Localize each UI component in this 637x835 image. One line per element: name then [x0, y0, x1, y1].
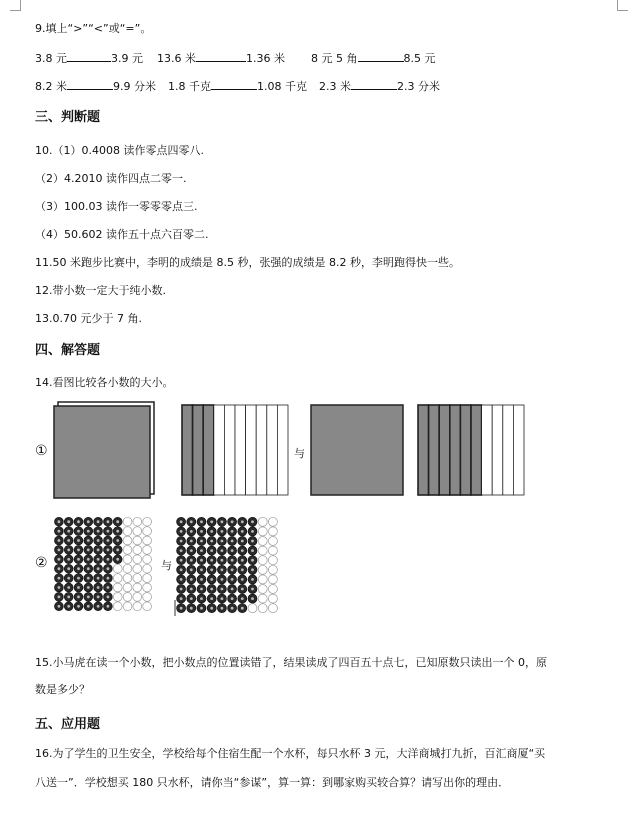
grid-dot-center: [200, 597, 203, 600]
grid-dot-center: [87, 530, 90, 533]
strip-cell: [267, 405, 278, 495]
q9-r1-b-left: 13.6 米: [157, 52, 196, 65]
answer-blank[interactable]: [67, 51, 111, 62]
grid-dot: [123, 583, 132, 592]
grid-dot-center: [87, 558, 90, 561]
grid-dot: [133, 517, 142, 526]
grid-dot: [258, 537, 267, 546]
grid-dot: [258, 556, 267, 565]
grid-dot-center: [180, 607, 183, 610]
strip-cell: [193, 405, 204, 495]
grid-dot-center: [58, 539, 61, 542]
answer-blank[interactable]: [196, 51, 246, 62]
q10-1: 10.（1）0.4008 读作零点四零八.: [35, 144, 204, 157]
grid-dot-center: [190, 520, 193, 523]
strip-cell: [182, 405, 193, 495]
q9-r1-c-left: 8 元 5 角: [311, 52, 358, 65]
grid-dot-center: [231, 578, 234, 581]
q9-title: 9.填上“>”“<”或“=”。: [35, 22, 152, 35]
grid-dot: [133, 574, 142, 583]
q9-r2-c-left: 2.3 米: [319, 80, 351, 93]
strip-cell: [235, 405, 246, 495]
grid-dot: [268, 594, 277, 603]
figure-label-2: ②: [35, 555, 48, 571]
grid-dot-center: [77, 520, 80, 523]
grid-dot-center: [231, 607, 234, 610]
margin-corner-left: [10, 0, 21, 11]
q13: 13.0.70 元少于 7 角.: [35, 312, 142, 325]
grid-dot-center: [58, 596, 61, 599]
grid-dot: [133, 546, 142, 555]
q12: 12.带小数一定大于纯小数.: [35, 284, 166, 297]
grid-dot-center: [77, 558, 80, 561]
grid-dot-center: [180, 540, 183, 543]
grid-dot-center: [87, 586, 90, 589]
grid-dot-center: [231, 520, 234, 523]
grid-dot-center: [77, 586, 80, 589]
grid-dot-center: [77, 530, 80, 533]
grid-dot-center: [190, 607, 193, 610]
grid-dot-center: [107, 586, 110, 589]
grid-dot: [123, 555, 132, 564]
grid-dot: [133, 593, 142, 602]
section5-heading: 五、应用题: [35, 717, 101, 732]
grid-dot-center: [190, 588, 193, 591]
strip-cell: [256, 405, 267, 495]
grid-dot-center: [58, 549, 61, 552]
grid-dot-center: [180, 559, 183, 562]
q14: 14.看图比较各小数的大小。: [35, 376, 174, 389]
strip-cell: [503, 405, 514, 495]
grid-dot: [113, 583, 122, 592]
grid-dot: [143, 527, 152, 536]
grid-dot-center: [77, 577, 80, 580]
grid-dot-center: [87, 567, 90, 570]
grid-dot-center: [190, 549, 193, 552]
q15-line2: 数是多少？: [35, 683, 90, 696]
grid-dot: [133, 536, 142, 545]
grid-dot-center: [241, 549, 244, 552]
grid-dot-center: [210, 588, 213, 591]
grid-dot-center: [107, 539, 110, 542]
grid-dot-center: [221, 549, 224, 552]
q9-r2-a-left: 8.2 米: [35, 80, 67, 93]
q11: 11.50 米跑步比赛中，李明的成绩是 8.5 秒，张强的成绩是 8.2 秒，李明跑得快一些。: [35, 256, 460, 269]
grid-dot: [143, 546, 152, 555]
figure-e-hundredths-grid: [53, 516, 153, 612]
q9-r2-c-right: 2.3 分米: [397, 80, 440, 93]
q9-row2: [35, 79, 440, 94]
grid-dot-center: [200, 549, 203, 552]
grid-dot: [268, 517, 277, 526]
grid-dot: [123, 564, 132, 573]
grid-dot: [123, 602, 132, 611]
grid-dot-center: [67, 539, 70, 542]
grid-dot-center: [107, 558, 110, 561]
answer-blank[interactable]: [351, 79, 397, 90]
grid-dot-center: [107, 530, 110, 533]
grid-dot-center: [210, 530, 213, 533]
grid-dot: [258, 604, 267, 613]
grid-dot-center: [221, 568, 224, 571]
grid-dot: [268, 537, 277, 546]
strip-cell: [224, 405, 235, 495]
strip-cell: [471, 405, 482, 495]
grid-dot-center: [67, 520, 70, 523]
grid-dot-center: [77, 539, 80, 542]
strip-cell: [492, 405, 503, 495]
grid-dot: [123, 593, 132, 602]
grid-dot-center: [116, 539, 119, 542]
grid-dot-center: [116, 530, 119, 533]
grid-dot-center: [210, 578, 213, 581]
grid-dot: [258, 565, 267, 574]
grid-dot: [133, 555, 142, 564]
grid-dot: [113, 593, 122, 602]
grid-dot-center: [67, 577, 70, 580]
grid-dot-center: [97, 549, 100, 552]
grid-dot: [268, 546, 277, 555]
grid-dot-center: [58, 577, 61, 580]
grid-dot-center: [221, 559, 224, 562]
grid-dot-center: [210, 568, 213, 571]
grid-dot-center: [210, 559, 213, 562]
strip-cell: [482, 405, 493, 495]
grid-dot-center: [190, 530, 193, 533]
grid-dot-center: [97, 567, 100, 570]
strip-cell: [460, 405, 471, 495]
figure-f-hundredths-grid: [175, 516, 279, 614]
grid-dot-center: [200, 540, 203, 543]
grid-dot-center: [241, 540, 244, 543]
grid-dot-center: [107, 596, 110, 599]
grid-dot: [133, 564, 142, 573]
grid-dot: [143, 583, 152, 592]
grid-dot: [123, 536, 132, 545]
grid-dot-center: [116, 558, 119, 561]
grid-dot-center: [221, 588, 224, 591]
compare-word-1: 与: [294, 447, 305, 460]
grid-dot: [133, 527, 142, 536]
grid-dot-center: [200, 568, 203, 571]
grid-dot-center: [97, 558, 100, 561]
grid-dot-center: [67, 605, 70, 608]
grid-dot-center: [67, 567, 70, 570]
grid-dot-center: [107, 549, 110, 552]
strip-cell: [513, 405, 524, 495]
strip-cell: [450, 405, 461, 495]
grid-dot-center: [210, 597, 213, 600]
answer-blank[interactable]: [211, 79, 257, 90]
section4-heading: 四、解答题: [35, 343, 101, 358]
grid-dot: [268, 604, 277, 613]
grid-dot-center: [200, 520, 203, 523]
grid-dot: [268, 585, 277, 594]
strip-cell: [277, 405, 288, 495]
grid-dot: [113, 602, 122, 611]
q9-r1-c-right: 8.5 元: [403, 52, 436, 65]
grid-dot-center: [251, 597, 254, 600]
grid-dot: [143, 555, 152, 564]
grid-dot-center: [180, 520, 183, 523]
q9-r1-a-right: 3.9 元: [111, 52, 143, 65]
grid-dot-center: [58, 558, 61, 561]
grid-dot-center: [200, 559, 203, 562]
grid-dot-center: [97, 520, 100, 523]
grid-dot-center: [231, 597, 234, 600]
grid-dot-center: [231, 588, 234, 591]
grid-dot-center: [231, 568, 234, 571]
grid-dot-center: [97, 596, 100, 599]
q10-4: （4）50.602 读作五十点六百零二.: [35, 228, 209, 241]
grid-dot-center: [210, 540, 213, 543]
grid-dot: [113, 564, 122, 573]
figure-b-tenths-strips: [181, 404, 289, 496]
grid-dot-center: [180, 578, 183, 581]
grid-dot: [258, 575, 267, 584]
grid-dot-center: [107, 605, 110, 608]
grid-dot-center: [58, 520, 61, 523]
grid-dot: [143, 564, 152, 573]
q9-r1-b-right: 1.36 米: [246, 52, 285, 65]
strip-cell: [246, 405, 257, 495]
grid-dot: [268, 527, 277, 536]
grid-dot-center: [251, 520, 254, 523]
grid-dot: [123, 527, 132, 536]
grid-dot-center: [87, 605, 90, 608]
q9-r2-b-left: 1.8 千克: [168, 80, 211, 93]
answer-blank[interactable]: [67, 79, 113, 90]
grid-dot-center: [67, 558, 70, 561]
grid-dot-center: [87, 596, 90, 599]
grid-dot-center: [200, 607, 203, 610]
grid-dot: [268, 565, 277, 574]
grid-dot: [143, 574, 152, 583]
grid-dot-center: [77, 596, 80, 599]
grid-dot-center: [190, 559, 193, 562]
grid-dot-center: [77, 567, 80, 570]
grid-dot-center: [180, 530, 183, 533]
grid-dot-center: [58, 530, 61, 533]
grid-dot-center: [97, 605, 100, 608]
grid-dot-center: [241, 588, 244, 591]
grid-dot-center: [58, 567, 61, 570]
grid-dot: [258, 585, 267, 594]
grid-dot-center: [180, 549, 183, 552]
strip-cell: [418, 405, 429, 495]
grid-dot-center: [241, 568, 244, 571]
grid-dot-center: [190, 568, 193, 571]
grid-dot-center: [231, 530, 234, 533]
grid-dot-center: [190, 597, 193, 600]
q16-line2: 八送一”．学校想买 180 只水杯，请你当“参谋”，算一算：到哪家购买较合算？请写出你的理由．: [35, 776, 510, 789]
q9-r1-a-left: 3.8 元: [35, 52, 67, 65]
figure-a-full-square: [54, 402, 158, 498]
grid-dot-center: [67, 596, 70, 599]
grid-dot: [258, 546, 267, 555]
grid-dot: [143, 517, 152, 526]
grid-dot-center: [87, 577, 90, 580]
grid-dot: [133, 602, 142, 611]
q15-line1: 15.小马虎在读一个小数，把小数点的位置读错了，结果读成了四百五十点七，已知原数只读出一个 0，原: [35, 656, 547, 669]
q9-r2-a-right: 9.9 分米: [113, 80, 156, 93]
grid-dot-center: [180, 568, 183, 571]
cursor-mark: [174, 600, 176, 616]
grid-dot-center: [221, 578, 224, 581]
grid-dot-center: [116, 520, 119, 523]
grid-dot-center: [58, 586, 61, 589]
grid-dot-center: [221, 607, 224, 610]
grid-dot: [123, 517, 132, 526]
grid-dot-center: [210, 549, 213, 552]
q16-line1: 16.为了学生的卫生安全，学校给每个住宿生配一个水杯，每只水杯 3 元，大洋商城打九折，百汇商厦“买: [35, 747, 546, 760]
section3-heading: 三、判断题: [35, 110, 101, 125]
grid-dot-center: [87, 539, 90, 542]
grid-dot: [248, 604, 257, 613]
grid-dot-center: [200, 530, 203, 533]
grid-dot-center: [231, 559, 234, 562]
grid-dot-center: [87, 549, 90, 552]
grid-dot-center: [77, 605, 80, 608]
grid-dot-center: [87, 520, 90, 523]
grid-dot-center: [107, 577, 110, 580]
figure-label-1: ①: [35, 443, 48, 459]
grid-dot: [143, 602, 152, 611]
grid-dot-center: [251, 549, 254, 552]
grid-dot-center: [58, 605, 61, 608]
grid-dot-center: [67, 530, 70, 533]
grid-dot-center: [241, 578, 244, 581]
grid-dot-center: [231, 540, 234, 543]
grid-dot-center: [97, 530, 100, 533]
grid-dot-center: [251, 540, 254, 543]
grid-dot-center: [231, 549, 234, 552]
grid-dot: [268, 575, 277, 584]
grid-dot-center: [77, 549, 80, 552]
grid-dot-center: [221, 530, 224, 533]
grid-dot-center: [107, 520, 110, 523]
q10-3: （3）100.03 读作一零零零点三.: [35, 200, 198, 213]
grid-dot-center: [107, 567, 110, 570]
grid-dot-center: [97, 586, 100, 589]
grid-dot: [258, 594, 267, 603]
grid-dot: [133, 583, 142, 592]
grid-dot: [123, 546, 132, 555]
q9-r2-b-right: 1.08 千克: [257, 80, 307, 93]
grid-dot-center: [200, 578, 203, 581]
grid-dot-center: [180, 588, 183, 591]
grid-dot-center: [221, 520, 224, 523]
grid-dot-center: [190, 578, 193, 581]
margin-corner-right: [617, 0, 628, 11]
grid-dot: [258, 517, 267, 526]
grid-dot: [143, 536, 152, 545]
grid-dot-center: [210, 520, 213, 523]
grid-dot-center: [251, 578, 254, 581]
q9-row1: [35, 51, 436, 66]
grid-dot-center: [180, 597, 183, 600]
grid-dot-center: [251, 568, 254, 571]
grid-dot-center: [241, 520, 244, 523]
grid-dot-center: [251, 588, 254, 591]
grid-dot-center: [241, 597, 244, 600]
grid-dot-center: [97, 577, 100, 580]
figure-c-full-square: [310, 404, 404, 496]
grid-dot-center: [67, 549, 70, 552]
strip-cell: [203, 405, 214, 495]
figure-d-tenths-strips: [417, 404, 525, 496]
grid-dot-center: [97, 539, 100, 542]
grid-dot: [268, 556, 277, 565]
grid-dot-center: [200, 588, 203, 591]
grid-dot: [143, 593, 152, 602]
q10-2: （2）4.2010 读作四点二零一.: [35, 172, 187, 185]
grid-dot: [123, 574, 132, 583]
grid-dot-center: [210, 607, 213, 610]
grid-dot-center: [241, 559, 244, 562]
strip-cell: [429, 405, 440, 495]
grid-dot-center: [221, 597, 224, 600]
compare-word-2: 与: [161, 559, 172, 572]
answer-blank[interactable]: [358, 51, 404, 62]
grid-dot-center: [251, 530, 254, 533]
strip-cell: [214, 405, 225, 495]
grid-dot: [113, 574, 122, 583]
grid-dot-center: [190, 540, 193, 543]
grid-dot-center: [241, 530, 244, 533]
grid-dot-center: [241, 607, 244, 610]
grid-dot-center: [221, 540, 224, 543]
strip-cell: [439, 405, 450, 495]
grid-dot-center: [116, 549, 119, 552]
grid-dot: [258, 527, 267, 536]
grid-dot-center: [67, 586, 70, 589]
grid-dot-center: [251, 559, 254, 562]
